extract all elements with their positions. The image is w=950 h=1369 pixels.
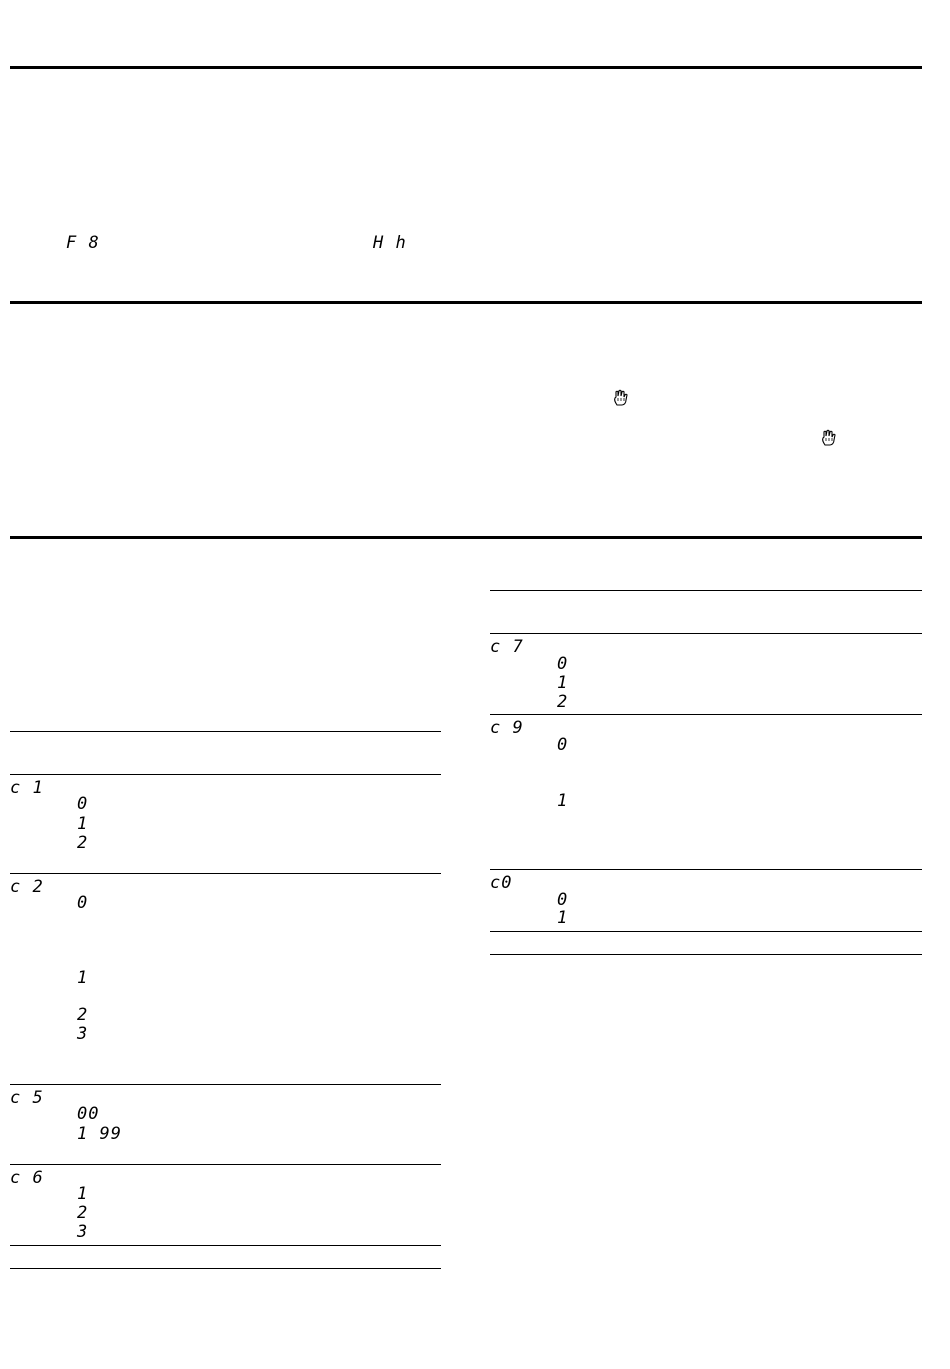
table-row-value: 1 99 [77, 1124, 122, 1144]
table-row-divider [10, 873, 441, 874]
section-divider-top [10, 66, 922, 69]
table-row-value: 0 [77, 893, 89, 913]
section-divider-middle [10, 301, 922, 304]
table-row-value: 1 [557, 673, 569, 693]
table-row-value: 1 [557, 908, 569, 928]
right-table-footer-bottom [490, 954, 922, 955]
table-row-value: 0 [77, 794, 89, 814]
table-row-code: c 7 [490, 637, 524, 657]
table-row-value: 0 [557, 654, 569, 674]
table-row-code: c 9 [490, 718, 524, 738]
table-row-divider [490, 869, 922, 870]
table-row-value: 1 [77, 1184, 89, 1204]
hand-touch-icon [612, 389, 628, 407]
left-table-footer-top [10, 1245, 441, 1246]
table-row-value: 2 [557, 692, 569, 712]
table-row-code: c 2 [10, 877, 44, 897]
table-row-value: 3 [77, 1024, 89, 1044]
right-table-header-bottom [490, 633, 922, 634]
table-row-value: 2 [77, 1005, 89, 1025]
table-row-code: c 6 [10, 1168, 44, 1188]
right-table-header-top [490, 590, 922, 591]
table-row-value: 1 [557, 791, 569, 811]
table-row-divider [10, 1084, 441, 1085]
table-row-divider [490, 714, 922, 715]
display-code-hh: H h [373, 233, 407, 253]
table-row-value: 0 [557, 890, 569, 910]
table-row-code: c0 [490, 873, 513, 893]
table-row-code: c 5 [10, 1088, 44, 1108]
display-code-f8: F 8 [66, 233, 100, 253]
left-table-footer-bottom [10, 1268, 441, 1269]
section-divider-bottom [10, 536, 922, 539]
table-row-value: 00 [77, 1104, 100, 1124]
hand-touch-icon [820, 429, 836, 447]
table-row-value: 1 [77, 968, 89, 988]
table-row-divider [10, 1164, 441, 1165]
table-row-value: 2 [77, 833, 89, 853]
table-row-value: 3 [77, 1222, 89, 1242]
table-row-value: 0 [557, 735, 569, 755]
left-table-header-top [10, 731, 441, 732]
left-table-header-bottom [10, 774, 441, 775]
table-row-value: 2 [77, 1203, 89, 1223]
table-row-value: 1 [77, 814, 89, 834]
table-row-code: c 1 [10, 778, 44, 798]
right-table-footer-top [490, 931, 922, 932]
